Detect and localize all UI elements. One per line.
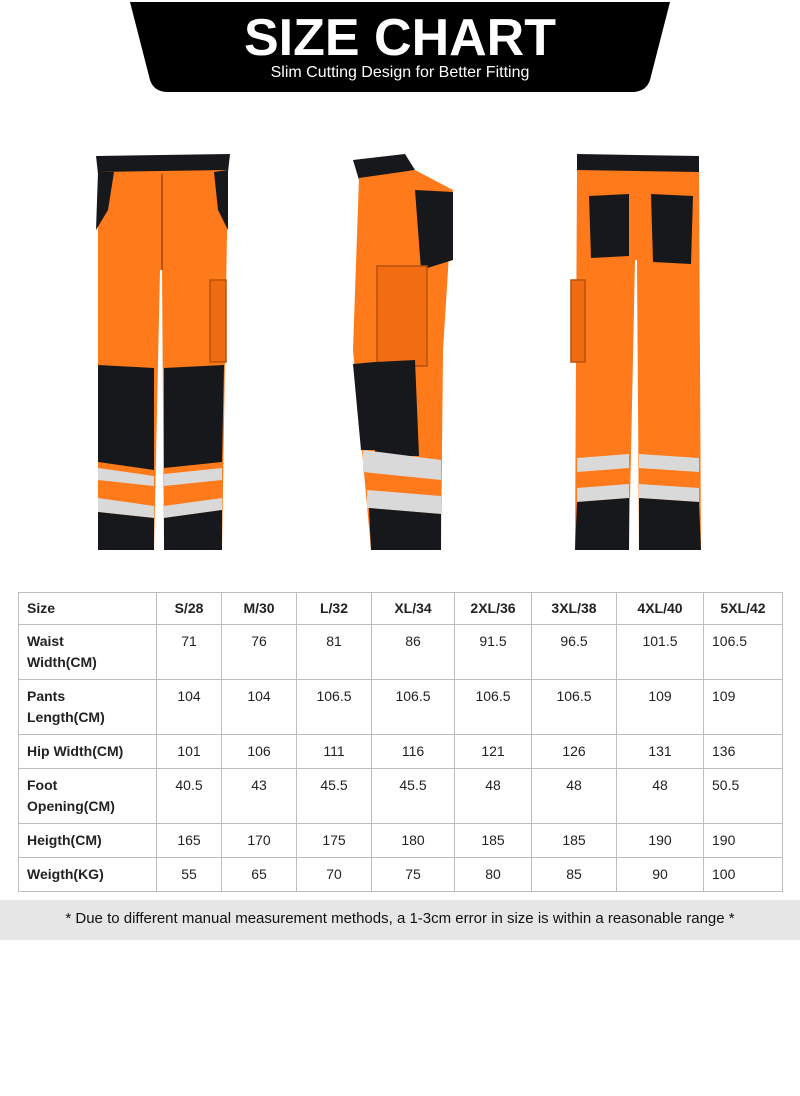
- table-cell: 40.5: [157, 769, 222, 824]
- table-cell: 106.5: [704, 625, 783, 680]
- table-cell: 70: [297, 858, 372, 892]
- pants-side-view: [345, 150, 460, 555]
- table-cell: 111: [297, 735, 372, 769]
- header-cell: L/32: [297, 593, 372, 625]
- table-cell: 180: [372, 824, 455, 858]
- table-cell: 104: [222, 680, 297, 735]
- table-cell: 48: [617, 769, 704, 824]
- table-cell: 104: [157, 680, 222, 735]
- table-cell: 185: [532, 824, 617, 858]
- row-label: [19, 625, 157, 680]
- table-row: [19, 824, 783, 858]
- table-row: [19, 680, 783, 735]
- table-cell: 86: [372, 625, 455, 680]
- size-table: [18, 592, 783, 892]
- table-row: [19, 625, 783, 680]
- table-cell: 106.5: [455, 680, 532, 735]
- row-label-line: Weigth(KG): [27, 866, 104, 882]
- row-label-line: Opening(CM): [27, 798, 115, 814]
- header-cell: Size: [19, 593, 157, 625]
- pants-front-view: [88, 150, 238, 555]
- table-cell: 101: [157, 735, 222, 769]
- table-cell: 91.5: [455, 625, 532, 680]
- table-cell: 100: [704, 858, 783, 892]
- table-cell: 190: [617, 824, 704, 858]
- table-cell: 76: [222, 625, 297, 680]
- header-cell: M/30: [222, 593, 297, 625]
- table-header-row: [19, 593, 783, 625]
- table-cell: 80: [455, 858, 532, 892]
- row-label-line: Hip Width(CM): [27, 743, 124, 759]
- table-cell: 101.5: [617, 625, 704, 680]
- table-cell: 106.5: [372, 680, 455, 735]
- row-label-line: Foot: [27, 777, 58, 793]
- measurement-note: * Due to different manual measurement methods, a 1-3cm error in size is within a reasonable range *: [0, 900, 800, 940]
- table-cell: 121: [455, 735, 532, 769]
- table-cell: 45.5: [297, 769, 372, 824]
- table-cell: 65: [222, 858, 297, 892]
- header-cell: 2XL/36: [455, 593, 532, 625]
- row-label-line: Pants: [27, 688, 66, 704]
- table-cell: 90: [617, 858, 704, 892]
- table-cell: 43: [222, 769, 297, 824]
- table-cell: 116: [372, 735, 455, 769]
- table-row: [19, 858, 783, 892]
- row-label: [19, 858, 157, 892]
- table-cell: 109: [704, 680, 783, 735]
- table-cell: 136: [704, 735, 783, 769]
- table-cell: 50.5: [704, 769, 783, 824]
- row-label: [19, 735, 157, 769]
- table-cell: 106: [222, 735, 297, 769]
- table-cell: 175: [297, 824, 372, 858]
- row-label-line: Width(CM): [27, 654, 97, 670]
- row-label-line: Heigth(CM): [27, 832, 102, 848]
- table-row: [19, 735, 783, 769]
- table-cell: 71: [157, 625, 222, 680]
- row-label-line: Waist: [27, 633, 64, 649]
- table-cell: 126: [532, 735, 617, 769]
- row-label: [19, 769, 157, 824]
- header-cell: 3XL/38: [532, 593, 617, 625]
- table-cell: 81: [297, 625, 372, 680]
- table-row: [19, 769, 783, 824]
- header-cell: 5XL/42: [704, 593, 783, 625]
- row-label-line: Length(CM): [27, 709, 105, 725]
- header-banner: [130, 2, 670, 92]
- header-cell: S/28: [157, 593, 222, 625]
- table-cell: 106.5: [297, 680, 372, 735]
- table-cell: 48: [532, 769, 617, 824]
- table-cell: 131: [617, 735, 704, 769]
- header-cell: 4XL/40: [617, 593, 704, 625]
- table-cell: 106.5: [532, 680, 617, 735]
- table-cell: 55: [157, 858, 222, 892]
- page-subtitle: Slim Cutting Design for Better Fitting: [270, 64, 530, 81]
- table-cell: 75: [372, 858, 455, 892]
- table-cell: 45.5: [372, 769, 455, 824]
- row-label: [19, 824, 157, 858]
- table-cell: 185: [455, 824, 532, 858]
- row-label: [19, 680, 157, 735]
- page-title: SIZE CHART: [244, 9, 556, 67]
- table-cell: 190: [704, 824, 783, 858]
- pants-back-view: [565, 150, 710, 555]
- header-cell: XL/34: [372, 593, 455, 625]
- table-cell: 48: [455, 769, 532, 824]
- table-cell: 85: [532, 858, 617, 892]
- table-cell: 170: [222, 824, 297, 858]
- table-cell: 165: [157, 824, 222, 858]
- table-cell: 109: [617, 680, 704, 735]
- table-cell: 96.5: [532, 625, 617, 680]
